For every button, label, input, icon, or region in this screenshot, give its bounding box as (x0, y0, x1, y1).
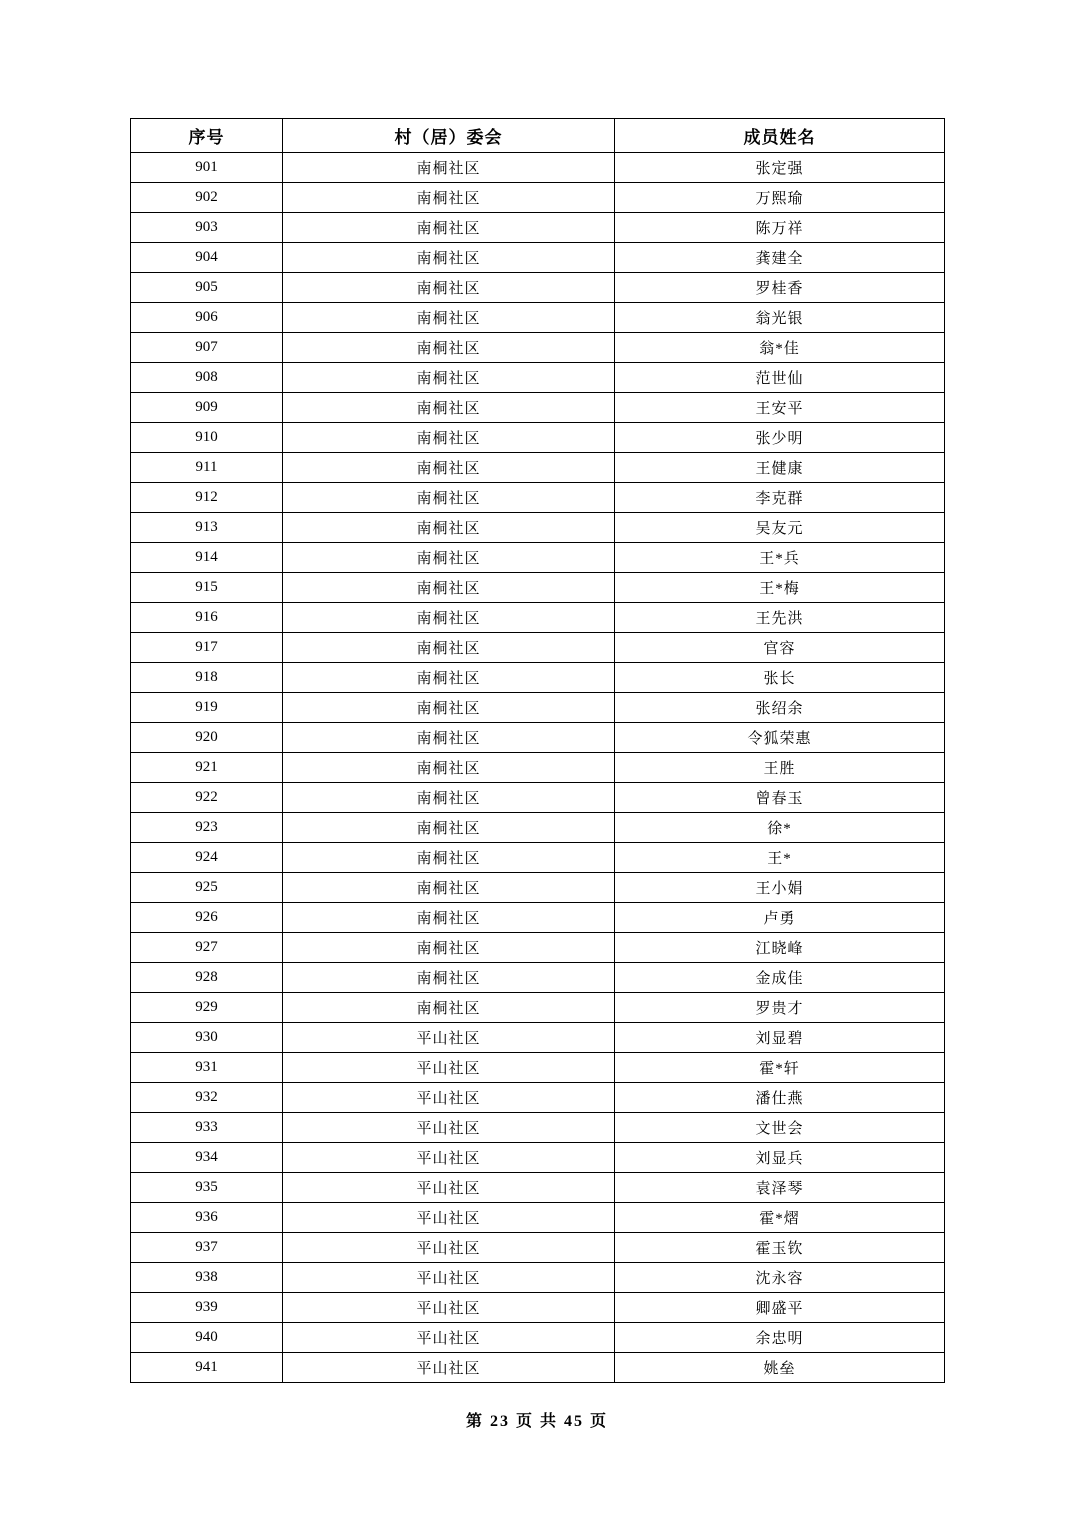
cell-member-name: 潘仕燕 (615, 1083, 945, 1113)
cell-member-name: 刘显碧 (615, 1023, 945, 1053)
cell-member-name: 刘显兵 (615, 1143, 945, 1173)
cell-sequence: 907 (131, 333, 283, 363)
cell-village: 南桐社区 (283, 183, 615, 213)
cell-village: 南桐社区 (283, 903, 615, 933)
cell-member-name: 王健康 (615, 453, 945, 483)
cell-village: 平山社区 (283, 1173, 615, 1203)
cell-sequence: 931 (131, 1053, 283, 1083)
table-row (131, 603, 945, 633)
cell-member-name: 万熙瑜 (615, 183, 945, 213)
cell-village: 南桐社区 (283, 813, 615, 843)
table-row (131, 363, 945, 393)
cell-village: 南桐社区 (283, 933, 615, 963)
cell-member-name: 令狐荣惠 (615, 723, 945, 753)
cell-village: 南桐社区 (283, 843, 615, 873)
cell-village: 平山社区 (283, 1353, 615, 1383)
cell-sequence: 903 (131, 213, 283, 243)
cell-member-name: 卢勇 (615, 903, 945, 933)
cell-member-name: 文世会 (615, 1113, 945, 1143)
cell-village: 南桐社区 (283, 993, 615, 1023)
table-row (131, 1083, 945, 1113)
cell-sequence: 925 (131, 873, 283, 903)
cell-village: 南桐社区 (283, 543, 615, 573)
table-row (131, 303, 945, 333)
cell-member-name: 徐* (615, 813, 945, 843)
cell-sequence: 912 (131, 483, 283, 513)
cell-village: 平山社区 (283, 1293, 615, 1323)
column-header-village: 村（居）委会 (283, 119, 615, 153)
table-row (131, 1173, 945, 1203)
cell-member-name: 官容 (615, 633, 945, 663)
cell-sequence: 930 (131, 1023, 283, 1053)
table-row (131, 993, 945, 1023)
cell-sequence: 915 (131, 573, 283, 603)
table-row (131, 273, 945, 303)
table-row (131, 213, 945, 243)
cell-member-name: 曾春玉 (615, 783, 945, 813)
cell-member-name: 李克群 (615, 483, 945, 513)
table-row (131, 1203, 945, 1233)
table-row (131, 663, 945, 693)
cell-member-name: 张定强 (615, 153, 945, 183)
cell-member-name: 罗桂香 (615, 273, 945, 303)
page-footer: 第 23 页 共 45 页 (465, 1413, 608, 1430)
cell-village: 南桐社区 (283, 483, 615, 513)
cell-village: 南桐社区 (283, 273, 615, 303)
cell-member-name: 陈万祥 (615, 213, 945, 243)
cell-member-name: 范世仙 (615, 363, 945, 393)
cell-village: 平山社区 (283, 1143, 615, 1173)
cell-sequence: 921 (131, 753, 283, 783)
roster-table (130, 118, 945, 1383)
cell-member-name: 王安平 (615, 393, 945, 423)
cell-village: 南桐社区 (283, 513, 615, 543)
cell-village: 平山社区 (283, 1263, 615, 1293)
table-row (131, 633, 945, 663)
cell-sequence: 919 (131, 693, 283, 723)
cell-sequence: 917 (131, 633, 283, 663)
table-row (131, 783, 945, 813)
table-row (131, 693, 945, 723)
cell-sequence: 904 (131, 243, 283, 273)
cell-village: 南桐社区 (283, 783, 615, 813)
cell-village: 平山社区 (283, 1323, 615, 1353)
table-row (131, 843, 945, 873)
cell-sequence: 928 (131, 963, 283, 993)
cell-village: 南桐社区 (283, 963, 615, 993)
cell-sequence: 920 (131, 723, 283, 753)
cell-village: 南桐社区 (283, 303, 615, 333)
cell-member-name: 翁*佳 (615, 333, 945, 363)
cell-sequence: 929 (131, 993, 283, 1023)
cell-sequence: 937 (131, 1233, 283, 1263)
cell-sequence: 916 (131, 603, 283, 633)
cell-member-name: 王*梅 (615, 573, 945, 603)
cell-member-name: 卿盛平 (615, 1293, 945, 1323)
cell-village: 南桐社区 (283, 663, 615, 693)
table-row (131, 1143, 945, 1173)
cell-member-name: 张绍余 (615, 693, 945, 723)
cell-sequence: 902 (131, 183, 283, 213)
cell-member-name: 沈永容 (615, 1263, 945, 1293)
cell-member-name: 王小娟 (615, 873, 945, 903)
cell-sequence: 906 (131, 303, 283, 333)
cell-sequence: 933 (131, 1113, 283, 1143)
cell-member-name: 霍*熠 (615, 1203, 945, 1233)
table-row (131, 933, 945, 963)
cell-sequence: 922 (131, 783, 283, 813)
cell-sequence: 927 (131, 933, 283, 963)
cell-member-name: 霍玉钦 (615, 1233, 945, 1263)
cell-member-name: 龚建全 (615, 243, 945, 273)
cell-member-name: 吴友元 (615, 513, 945, 543)
cell-member-name: 王先洪 (615, 603, 945, 633)
cell-sequence: 934 (131, 1143, 283, 1173)
cell-member-name: 翁光银 (615, 303, 945, 333)
table-row (131, 1323, 945, 1353)
table-row (131, 573, 945, 603)
cell-village: 南桐社区 (283, 363, 615, 393)
table-row (131, 1053, 945, 1083)
cell-village: 南桐社区 (283, 873, 615, 903)
table-row (131, 483, 945, 513)
cell-village: 平山社区 (283, 1113, 615, 1143)
cell-sequence: 909 (131, 393, 283, 423)
cell-sequence: 914 (131, 543, 283, 573)
table-header-row (131, 119, 945, 153)
table-row (131, 183, 945, 213)
cell-village: 南桐社区 (283, 693, 615, 723)
cell-village: 平山社区 (283, 1233, 615, 1263)
cell-sequence: 905 (131, 273, 283, 303)
table-body (131, 153, 945, 1383)
table-row (131, 963, 945, 993)
cell-village: 南桐社区 (283, 723, 615, 753)
cell-sequence: 924 (131, 843, 283, 873)
table-row (131, 813, 945, 843)
cell-village: 平山社区 (283, 1203, 615, 1233)
cell-sequence: 940 (131, 1323, 283, 1353)
cell-village: 南桐社区 (283, 393, 615, 423)
table-row (131, 543, 945, 573)
table-row (131, 423, 945, 453)
cell-member-name: 江晓峰 (615, 933, 945, 963)
table-row (131, 1023, 945, 1053)
cell-sequence: 932 (131, 1083, 283, 1113)
column-header-sequence: 序号 (131, 119, 283, 153)
table-row (131, 333, 945, 363)
cell-village: 南桐社区 (283, 573, 615, 603)
table-row (131, 243, 945, 273)
table-row (131, 1293, 945, 1323)
table-row (131, 873, 945, 903)
cell-member-name: 袁泽琴 (615, 1173, 945, 1203)
table-row (131, 723, 945, 753)
table-row (131, 753, 945, 783)
cell-sequence: 941 (131, 1353, 283, 1383)
table-row (131, 903, 945, 933)
cell-sequence: 935 (131, 1173, 283, 1203)
cell-member-name: 张少明 (615, 423, 945, 453)
cell-sequence: 908 (131, 363, 283, 393)
cell-member-name: 金成佳 (615, 963, 945, 993)
cell-village: 南桐社区 (283, 753, 615, 783)
cell-member-name: 罗贵才 (615, 993, 945, 1023)
cell-sequence: 923 (131, 813, 283, 843)
cell-member-name: 王*兵 (615, 543, 945, 573)
cell-member-name: 余忠明 (615, 1323, 945, 1353)
cell-sequence: 939 (131, 1293, 283, 1323)
table-row (131, 1263, 945, 1293)
cell-sequence: 938 (131, 1263, 283, 1293)
cell-village: 南桐社区 (283, 243, 615, 273)
cell-sequence: 901 (131, 153, 283, 183)
cell-village: 平山社区 (283, 1023, 615, 1053)
cell-village: 平山社区 (283, 1053, 615, 1083)
cell-village: 南桐社区 (283, 603, 615, 633)
cell-village: 南桐社区 (283, 423, 615, 453)
table-row (131, 513, 945, 543)
table-header (131, 119, 945, 153)
cell-member-name: 霍*轩 (615, 1053, 945, 1083)
cell-village: 南桐社区 (283, 153, 615, 183)
cell-sequence: 913 (131, 513, 283, 543)
column-header-member-name: 成员姓名 (615, 119, 945, 153)
cell-member-name: 王胜 (615, 753, 945, 783)
table-row (131, 1353, 945, 1383)
cell-member-name: 王* (615, 843, 945, 873)
cell-village: 南桐社区 (283, 333, 615, 363)
table-row (131, 1113, 945, 1143)
table-row (131, 393, 945, 423)
cell-village: 南桐社区 (283, 453, 615, 483)
cell-sequence: 911 (131, 453, 283, 483)
table-row (131, 453, 945, 483)
table-row (131, 1233, 945, 1263)
cell-sequence: 910 (131, 423, 283, 453)
cell-sequence: 926 (131, 903, 283, 933)
cell-village: 南桐社区 (283, 633, 615, 663)
cell-member-name: 姚垒 (615, 1353, 945, 1383)
cell-sequence: 936 (131, 1203, 283, 1233)
cell-village: 南桐社区 (283, 213, 615, 243)
cell-sequence: 918 (131, 663, 283, 693)
table-row (131, 153, 945, 183)
cell-village: 平山社区 (283, 1083, 615, 1113)
cell-member-name: 张长 (615, 663, 945, 693)
